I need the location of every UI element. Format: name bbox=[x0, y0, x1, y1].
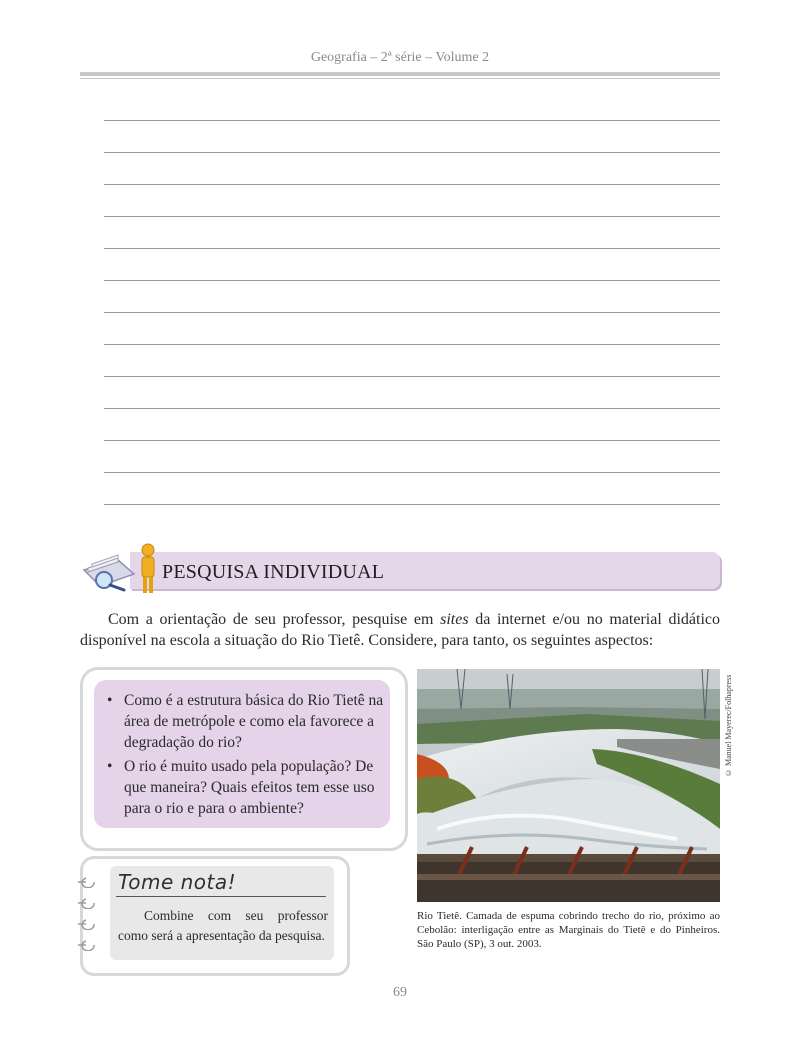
note-title: Tome nota! bbox=[118, 870, 237, 894]
answer-line[interactable] bbox=[104, 120, 720, 121]
question-text: O rio é muito usado pela população? De que maneira? Quais efeitos tem esse uso para o rio e para o ambiente? bbox=[124, 758, 375, 817]
question-item bbox=[104, 690, 390, 753]
bullet-icon: • bbox=[107, 692, 113, 709]
binder-ring-icon bbox=[76, 939, 96, 951]
section-title: PESQUISA INDIVIDUAL bbox=[162, 561, 385, 583]
answer-line[interactable] bbox=[104, 184, 720, 185]
binder-ring-icon bbox=[76, 876, 96, 888]
river-photo bbox=[417, 669, 720, 902]
intro-text-start: Com a orientação de seu professor, pesquise em bbox=[108, 611, 441, 628]
header-rule bbox=[80, 72, 720, 76]
answer-line[interactable] bbox=[104, 280, 720, 281]
answer-line[interactable] bbox=[104, 216, 720, 217]
answer-line[interactable] bbox=[104, 472, 720, 473]
header-rule-thin bbox=[80, 78, 720, 79]
note-text: Combine com seu professor como será a apresentação da pesquisa. bbox=[118, 908, 328, 943]
intro-text-end: da internet e/ou no material didático disponível na escola a situação do Rio Tietê. Considere, para tanto, os seguintes aspectos: bbox=[80, 611, 720, 649]
note-title-underline bbox=[116, 896, 326, 897]
photo-credit: © Manuel Mayerec/Folhapress bbox=[724, 674, 733, 777]
page-number: 69 bbox=[393, 985, 407, 1000]
running-header: Geografia – 2ª série – Volume 2 bbox=[310, 50, 490, 65]
note-text-block bbox=[118, 906, 328, 946]
answer-line[interactable] bbox=[104, 248, 720, 249]
question-text: Como é a estrutura básica do Rio Tietê na área de metrópole e como ela favorece a degradação do rio? bbox=[124, 692, 384, 751]
bullet-icon: • bbox=[107, 758, 113, 775]
question-item bbox=[104, 756, 390, 819]
answer-line[interactable] bbox=[104, 408, 720, 409]
answer-line[interactable] bbox=[104, 152, 720, 153]
answer-line[interactable] bbox=[104, 440, 720, 441]
answer-line[interactable] bbox=[104, 504, 720, 505]
binder-ring-icon bbox=[76, 918, 96, 930]
answer-line[interactable] bbox=[104, 376, 720, 377]
answer-lines[interactable] bbox=[104, 120, 720, 536]
binder-ring-icon bbox=[76, 897, 96, 909]
intro-emphasis: sites bbox=[440, 611, 469, 628]
intro-paragraph bbox=[80, 609, 720, 651]
photo-caption: Rio Tietê. Camada de espuma cobrindo trecho do rio, próximo ao Cebolão: interligação entre as Marginais do Tietê e do Pinheiros. São Paulo (SP), 3 out. 2003. bbox=[417, 910, 720, 950]
answer-line[interactable] bbox=[104, 312, 720, 313]
research-book-magnifier-icon bbox=[78, 540, 162, 598]
question-list bbox=[104, 690, 390, 822]
answer-line[interactable] bbox=[104, 344, 720, 345]
